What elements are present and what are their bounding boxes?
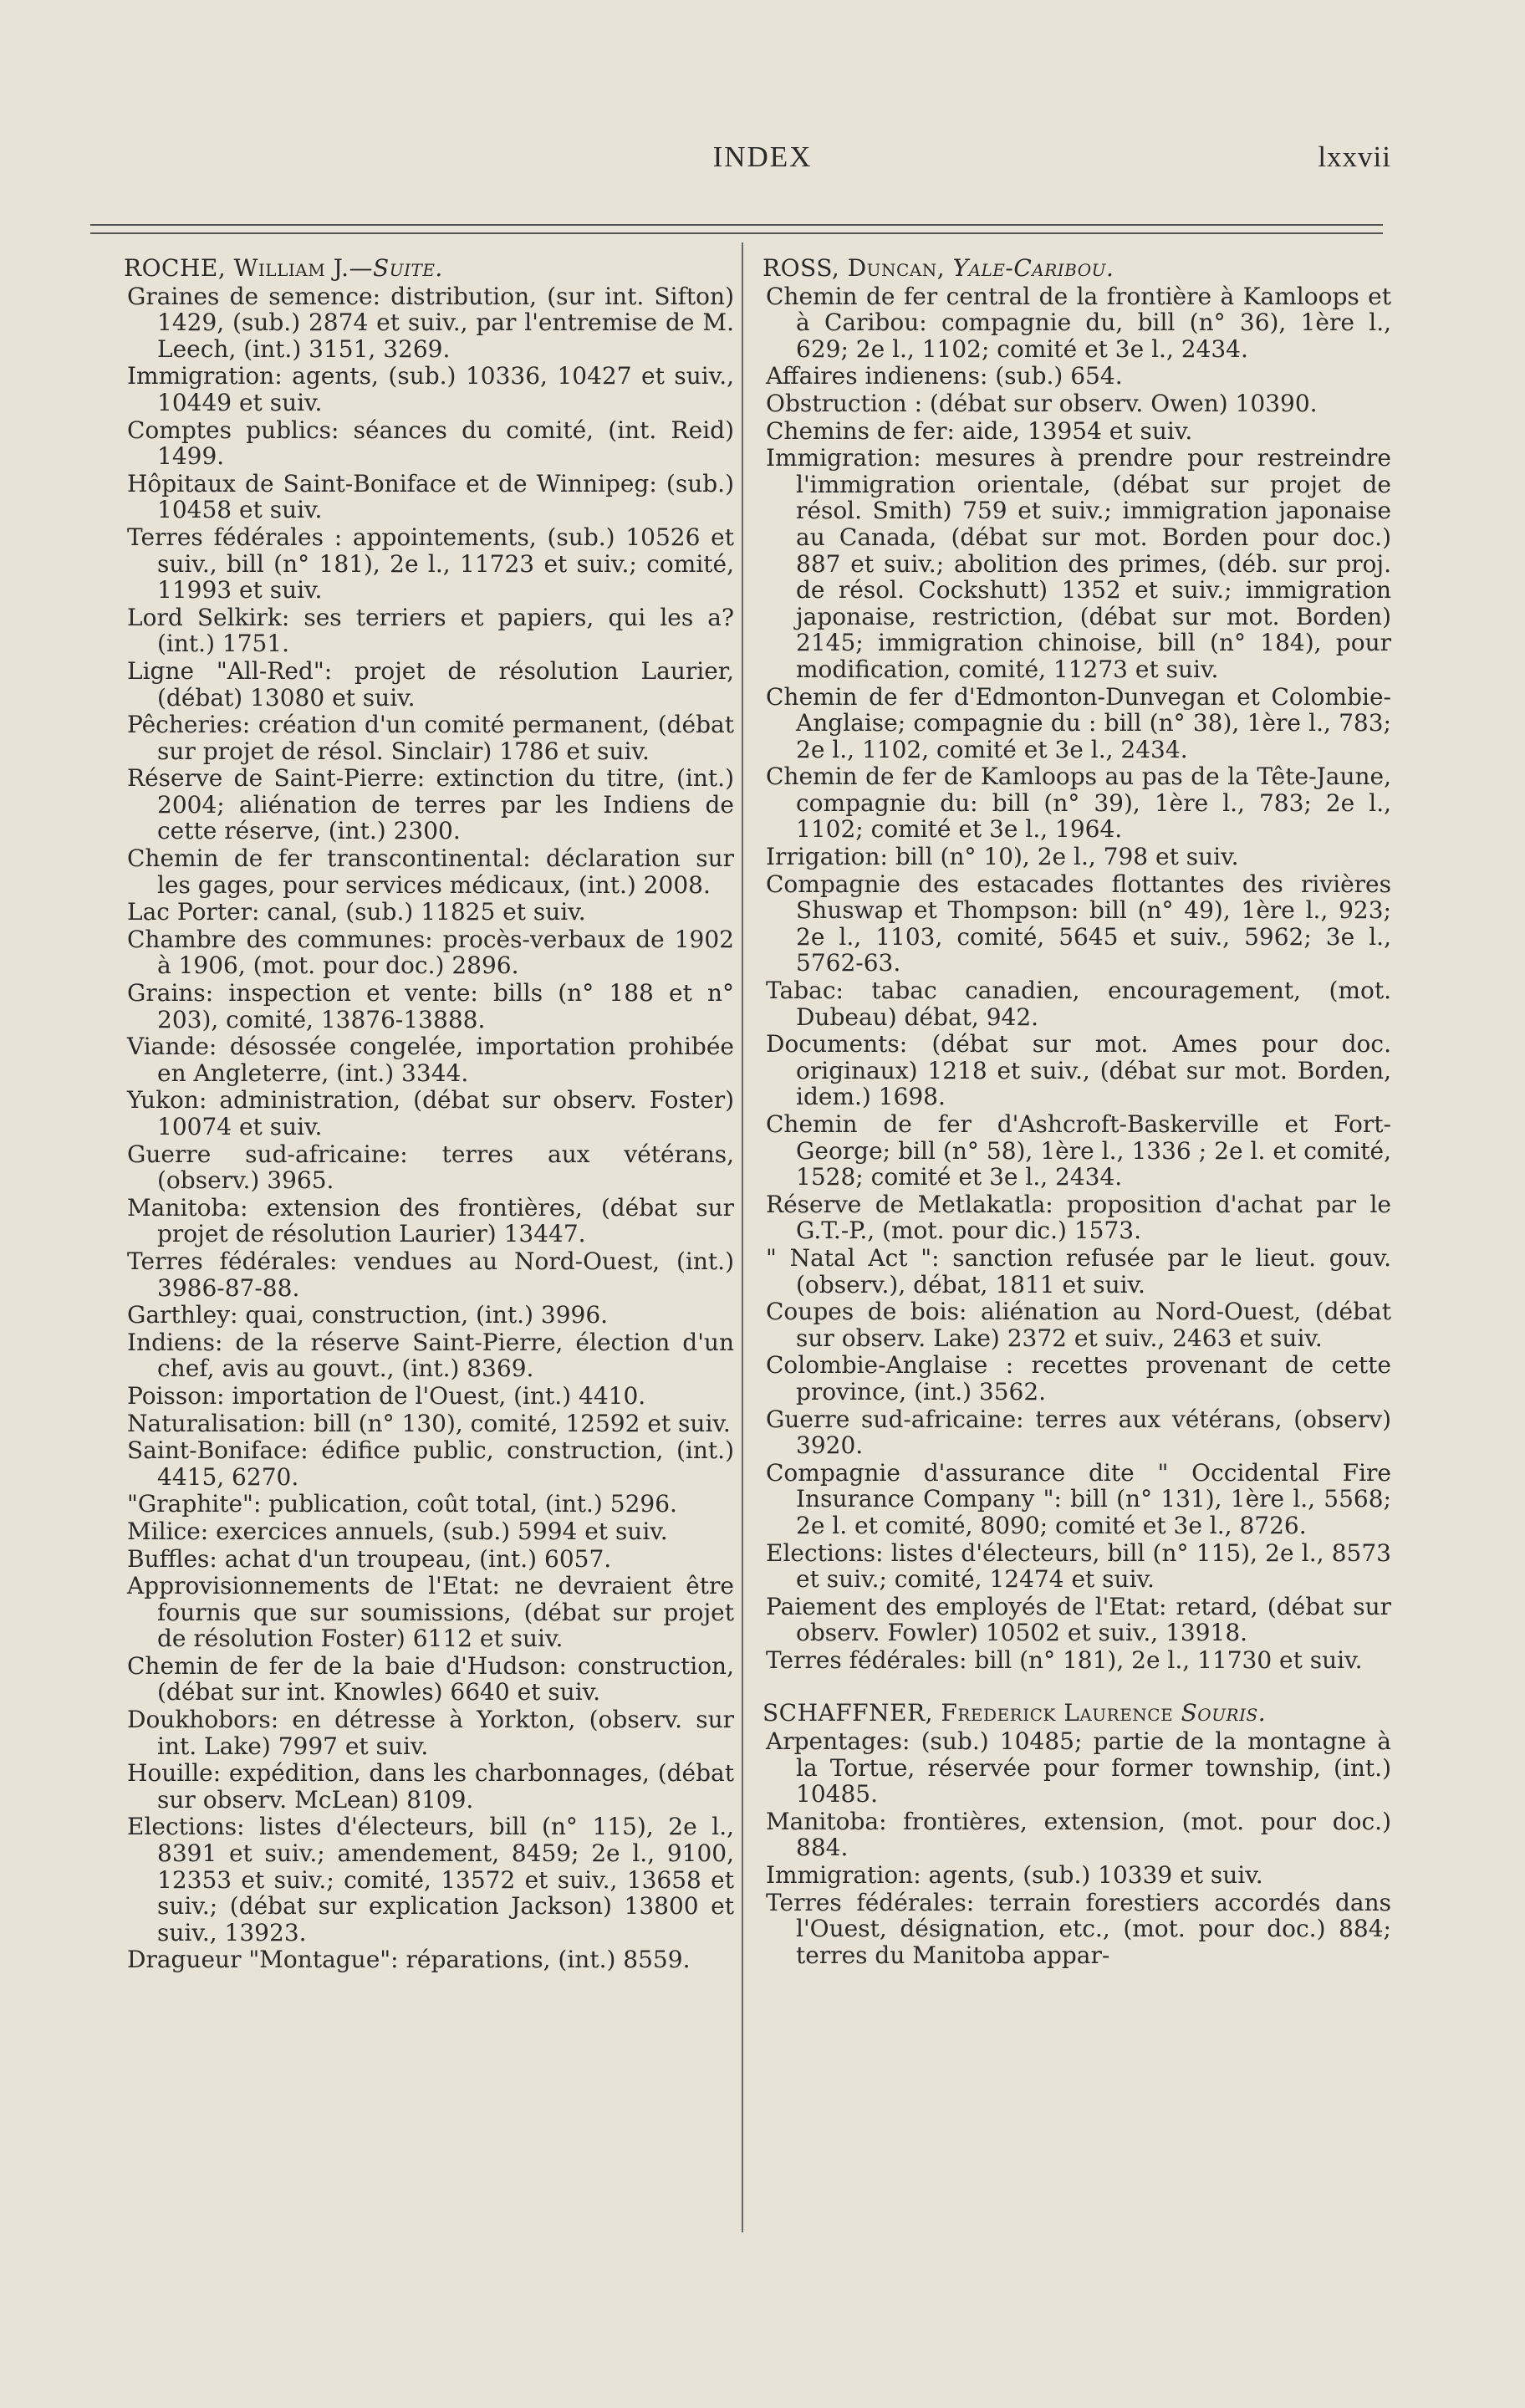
index-entry: Terres fédérales : appointements, (sub.) 10526 et suiv., bill (n° 181), 2e l., 11723 et suiv.; comité, 11993 et suiv.	[127, 523, 734, 605]
index-entry: Poisson: importation de l'Ouest, (int.) 4410.	[127, 1381, 646, 1410]
section-spacer	[762, 1674, 1391, 1700]
index-entry: Elections: listes d'électeurs, bill (n° 115), 2e l., 8573 et suiv.; comité, 12474 et suiv.	[766, 1538, 1391, 1594]
index-entry: Paiement des employés de l'Etat: retard, (débat sur observ. Fowler) 10502 et suiv., 13918.	[766, 1592, 1391, 1647]
index-entry: Viande: désossée congelée, importation prohibée en Angleterre, (int.) 3344.	[127, 1033, 734, 1087]
index-entry: Chemin de fer d'Edmonton-Dunvegan et Colombie-Anglaise; compagnie du : bill (n° 38), 1ère l., 783; 2e l., 1102, comité et 3e l., 2434.	[766, 682, 1391, 763]
index-entry: Chemin de fer de Kamloops au pas de la Tête-Jaune, compagnie du: bill (n° 39), 1ère l., 783; 2e l., 1102; comité et 3e l., 1964.	[766, 763, 1391, 844]
index-entry: Terres fédérales: vendues au Nord-Ouest, (int.) 3986-87-88.	[127, 1247, 734, 1302]
index-entry: Comptes publics: séances du comité, (int. Reid) 1499.	[127, 416, 734, 471]
index-entry: Grains: inspection et vente: bills (n° 188 et n° 203), comité, 13876-13888.	[127, 979, 734, 1033]
index-entry: Graines de semence: distribution, (sur int. Sifton) 1429, (sub.) 2874 et suiv., par l'entremise de M. Leech, (int.) 3151, 3269.	[127, 282, 734, 363]
member-name: ROSS, Duncan,	[762, 254, 946, 282]
index-entry: Garthley: quai, construction, (int.) 3996.	[127, 1301, 609, 1329]
index-entry: Pêcheries: création d'un comité permanent, (débat sur projet de résol. Sinclair) 1786 et suiv.	[127, 711, 734, 765]
index-entry: Obstruction : (débat sur observ. Owen) 10390.	[766, 389, 1318, 417]
index-entry: Chambre des communes: procès-verbaux de 1902 à 1906, (mot. pour doc.) 2896.	[127, 925, 734, 980]
index-entry: Irrigation: bill (n° 10), 2e l., 798 et suiv.	[766, 843, 1239, 871]
index-entry: Saint-Boniface: édifice public, construction, (int.) 4415, 6270.	[127, 1436, 734, 1491]
header-rule-bottom	[90, 232, 1383, 234]
member-name: SCHAFFNER, Frederick Laurence	[762, 1699, 1174, 1727]
page-title: INDEX	[712, 140, 813, 173]
index-entry: Chemin de fer central de la frontière à Kamloops et à Caribou: compagnie du, bill (n° 36), 1ère l., 629; 2e l., 1102; comité et 3e l., 2434.	[766, 282, 1391, 363]
index-entry: Ligne "All-Red": projet de résolution Laurier, (débat) 13080 et suiv.	[127, 656, 734, 712]
right-column	[762, 255, 1391, 1969]
index-entry: Coupes de bois: aliénation au Nord-Ouest, (débat sur observ. Lake) 2372 et suiv., 2463 et suiv.	[766, 1298, 1391, 1352]
index-entry: Tabac: tabac canadien, encouragement, (mot. Dubeau) débat, 942.	[766, 977, 1391, 1031]
page-number: lxxvii	[1318, 140, 1391, 173]
member-riding: Yale-Caribou.	[952, 254, 1114, 282]
index-entry: Réserve de Saint-Pierre: extinction du titre, (int.) 2004; aliénation de terres par les Indiens de cette réserve, (int.) 2300.	[127, 764, 734, 845]
member-name: ROCHE, William J.	[124, 254, 349, 282]
index-entry: Manitoba: extension des frontières, (débat sur projet de résolution Laurier) 13447.	[127, 1193, 734, 1248]
member-heading-ross	[762, 255, 1391, 282]
index-entry: Manitoba: frontières, extension, (mot. pour doc.) 884.	[766, 1807, 1391, 1862]
index-entry: Immigration: agents, (sub.) 10339 et suiv.	[766, 1861, 1263, 1890]
index-entry: Lord Selkirk: ses terriers et papiers, qui les a? (int.) 1751.	[127, 603, 734, 658]
index-entry: Réserve de Metlakatla: proposition d'achat par le G.T.-P., (mot. pour dic.) 1573.	[766, 1190, 1391, 1245]
index-entry: Terres fédérales: terrain forestiers accordés dans l'Ouest, désignation, etc., (mot. pour doc.) 884; terres du Manitoba appar-	[766, 1888, 1391, 1969]
index-entry: Dragueur "Montague": réparations, (int.) 8559.	[127, 1946, 691, 1974]
index-entry: Guerre sud-africaine: terres aux vétérans, (observ) 3920.	[766, 1405, 1391, 1460]
index-entry: Yukon: administration, (débat sur observ. Foster) 10074 et suiv.	[127, 1086, 734, 1140]
index-entry: Chemin de fer transcontinental: déclaration sur les gages, pour services médicaux, (int.) 2008.	[127, 844, 734, 899]
index-entry: "Graphite": publication, coût total, (int.) 5296.	[127, 1490, 677, 1518]
index-entry: Documents: (débat sur mot. Ames pour doc. originaux) 1218 et suiv., (débat sur mot. Borden, idem.) 1698.	[766, 1030, 1391, 1111]
index-entry: Colombie-Anglaise : recettes provenant de cette province, (int.) 3562.	[766, 1351, 1391, 1406]
index-entry: Approvisionnements de l'Etat: ne devraient être fournis que sur soumissions, (débat sur projet de résolution Foster) 6112 et suiv.	[127, 1572, 734, 1653]
header-rule-top	[90, 224, 1383, 226]
index-entry: Elections: listes d'électeurs, bill (n° 115), 2e l., 8391 et suiv.; amendement, 8459; 2e l., 9100, 12353 et suiv.; comité, 13572 et suiv., 13658 et suiv.; (débat sur explication Jackson) 13800 et suiv., 13923.	[127, 1813, 734, 1946]
index-entry: Buffles: achat d'un troupeau, (int.) 6057.	[127, 1544, 612, 1573]
index-entry: Guerre sud-africaine: terres aux vétérans, (observ.) 3965.	[127, 1140, 734, 1195]
column-divider	[742, 242, 743, 2232]
member-riding: Souris.	[1181, 1699, 1267, 1727]
index-entry: Chemin de fer d'Ashcroft-Baskerville et Fort-George; bill (n° 58), 1ère l., 1336 ; 2e l. et comité, 1528; comité et 3e l., 2434.	[766, 1110, 1391, 1191]
left-column	[124, 255, 734, 1974]
heading-suffix: —Suite.	[349, 254, 443, 282]
index-entry: Houille: expédition, dans les charbonnages, (débat sur observ. McLean) 8109.	[127, 1759, 734, 1814]
index-entry: Indiens: de la réserve Saint-Pierre, élection d'un chef, avis au gouvt., (int.) 8369.	[127, 1328, 734, 1383]
index-entry: Terres fédérales: bill (n° 181), 2e l., 11730 et suiv.	[766, 1645, 1363, 1674]
index-entry: Compagnie des estacades flottantes des rivières Shuswap et Thompson: bill (n° 49), 1ère l., 923; 2e l., 1103, comité, 5645 et suiv., 5962; 3e l., 5762-63.	[766, 870, 1391, 977]
index-entry: Doukhobors: en détresse à Yorkton, (observ. sur int. Lake) 7997 et suiv.	[127, 1706, 734, 1760]
index-entry: Immigration: mesures à prendre pour restreindre l'immigration orientale, (débat sur projet de résol. Smith) 759 et suiv.; immigration japonaise au Canada, (débat sur mot. Borden pour doc.) 887 et suiv.; abolition des primes, (déb. sur proj. de résol. Cockshutt) 1352 et suiv.; immigration japonaise, restriction, (débat sur mot. Borden) 2145; immigration chinoise, bill (n° 184), pour modification, comité, 11273 et suiv.	[766, 444, 1391, 683]
index-entry: Lac Porter: canal, (sub.) 11825 et suiv.	[127, 898, 586, 926]
index-entry: Naturalisation: bill (n° 130), comité, 12592 et suiv.	[127, 1409, 731, 1437]
index-entry: Compagnie d'assurance dite " Occidental Fire Insurance Company ": bill (n° 131), 1ère l., 5568; 2e l. et comité, 8090; comité et 3e l., 8726.	[766, 1458, 1391, 1539]
index-entry: Affaires indienens: (sub.) 654.	[766, 362, 1123, 390]
index-entry: " Natal Act ": sanction refusée par le lieut. gouv. (observ.), débat, 1811 et suiv.	[766, 1243, 1391, 1298]
index-entry: Immigration: agents, (sub.) 10336, 10427 et suiv., 10449 et suiv.	[127, 362, 734, 416]
index-entry: Chemin de fer de la baie d'Hudson: construction, (débat sur int. Knowles) 6640 et suiv.	[127, 1651, 734, 1707]
index-entry: Milice: exercices annuels, (sub.) 5994 et suiv.	[127, 1517, 668, 1545]
page-header	[0, 140, 1525, 182]
index-entry: Chemins de fer: aide, 13954 et suiv.	[766, 416, 1193, 445]
index-entry: Arpentages: (sub.) 10485; partie de la montagne à la Tortue, réservée pour former township, (int.) 10485.	[766, 1727, 1391, 1809]
member-heading-roche	[124, 255, 734, 282]
member-heading-schaffner	[762, 1700, 1391, 1727]
index-entry: Hôpitaux de Saint-Boniface et de Winnipeg: (sub.) 10458 et suiv.	[127, 469, 734, 524]
